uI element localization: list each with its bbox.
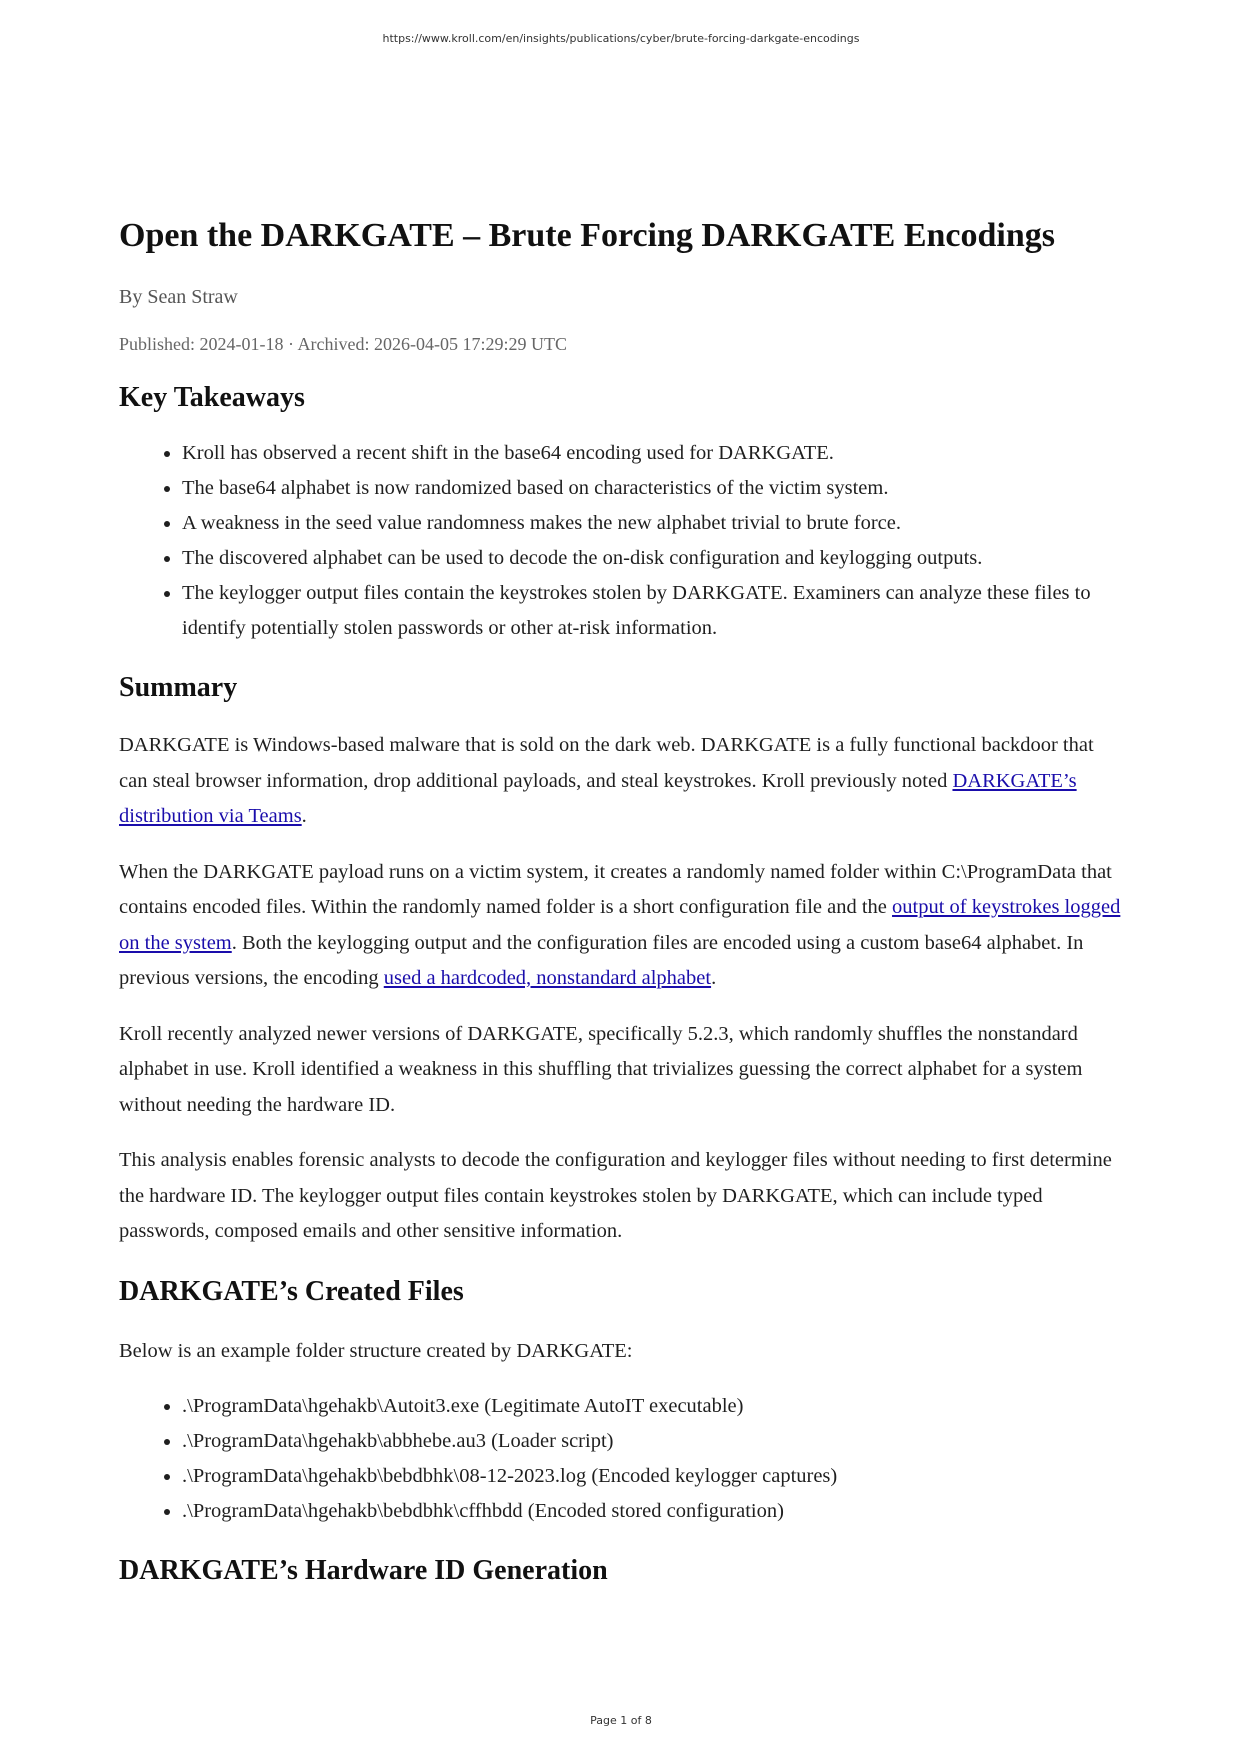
key-takeaways-list bbox=[119, 436, 1124, 646]
page-url-header: https://www.kroll.com/en/insights/publications/cyber/brute-forcing-darkgate-encodings bbox=[382, 32, 860, 45]
list-item: • The base64 alphabet is now randomized based on characteristics of the victim system. bbox=[182, 471, 1124, 506]
summary-paragraph-2: When the DARKGATE payload runs on a victim system, it creates a randomly named folder within C:\ProgramData that contains encoded files. Within the randomly named folder is a short configuration file and the output of keystrokes logged on the system. Both the keylogging output and the configuration files are encoded using a custom base64 alphabet. In previous versions, the encoding used a hardcoded, nonstandard alphabet. bbox=[119, 860, 1121, 989]
list-item: • .\ProgramData\hgehakb\abbhebe.au3 (Loader script) bbox=[182, 1424, 1124, 1459]
page-number: Page 1 of 8 bbox=[590, 1714, 652, 1727]
summary-heading: Summary bbox=[119, 672, 238, 703]
keystrokes-output-link[interactable]: output of keystrokes logged on the system bbox=[119, 896, 1121, 954]
list-item: • .\ProgramData\hgehakb\bebdbhk\cffhbdd (Encoded stored configuration) bbox=[182, 1494, 1124, 1529]
created-files-heading: DARKGATE’s Created Files bbox=[119, 1275, 464, 1307]
article-title: Open the DARKGATE – Brute Forcing DARKGATE Encodings bbox=[119, 217, 1056, 254]
summary-paragraph-3: Kroll recently analyzed newer versions of DARKGATE, specifically 5.2.3, which randomly shuffles the nonstandard alphabet in use. Kroll identified a weakness in this shuffling that trivializes guessing the correct alphabet for a system without needing the hardware ID. bbox=[119, 1022, 1083, 1116]
summary-paragraph-1: DARKGATE is Windows-based malware that is sold on the dark web. DARKGATE is a fully functional backdoor that can steal browser information, drop additional payloads, and steal keystrokes. Kroll previously noted DARKGATE’s distribution via Teams. bbox=[119, 734, 1094, 827]
list-item: • A weakness in the seed value randomness makes the new alphabet trivial to brute force. bbox=[182, 506, 1124, 541]
article-byline: By Sean Straw bbox=[119, 286, 238, 308]
list-item: • The discovered alphabet can be used to decode the on-disk configuration and keylogging outputs. bbox=[182, 541, 1124, 576]
created-files-list bbox=[119, 1389, 1124, 1529]
list-item: • Kroll has observed a recent shift in the base64 encoding used for DARKGATE. bbox=[182, 436, 1124, 471]
summary-paragraph-4: This analysis enables forensic analysts to decode the configuration and keylogger files without needing to first determine the hardware ID. The keylogger output files contain keystrokes stolen by DARKGATE, which can include typed passwords, composed emails and other sensitive information. bbox=[119, 1149, 1112, 1242]
teams-distribution-link[interactable]: DARKGATE’s distribution via Teams bbox=[119, 769, 1077, 827]
created-files-intro: Below is an example folder structure created by DARKGATE: bbox=[119, 1339, 633, 1362]
article-content bbox=[119, 214, 1124, 1589]
hardcoded-alphabet-link[interactable]: used a hardcoded, nonstandard alphabet bbox=[383, 967, 712, 989]
list-item: • .\ProgramData\hgehakb\Autoit3.exe (Legitimate AutoIT executable) bbox=[182, 1389, 1124, 1424]
article-meta: Published: 2024-01-18 · Archived: 2026-04-05 17:29:29 UTC bbox=[119, 334, 567, 354]
hardware-id-heading: DARKGATE’s Hardware ID Generation bbox=[119, 1555, 608, 1586]
list-item: • .\ProgramData\hgehakb\bebdbhk\08-12-2023.log (Encoded keylogger captures) bbox=[182, 1459, 1124, 1494]
key-takeaways-heading: Key Takeaways bbox=[119, 382, 305, 413]
list-item: • The keylogger output files contain the keystrokes stolen by DARKGATE. Examiners can analyze these files to identify potentially stolen passwords or other at-risk information. bbox=[182, 576, 1124, 646]
